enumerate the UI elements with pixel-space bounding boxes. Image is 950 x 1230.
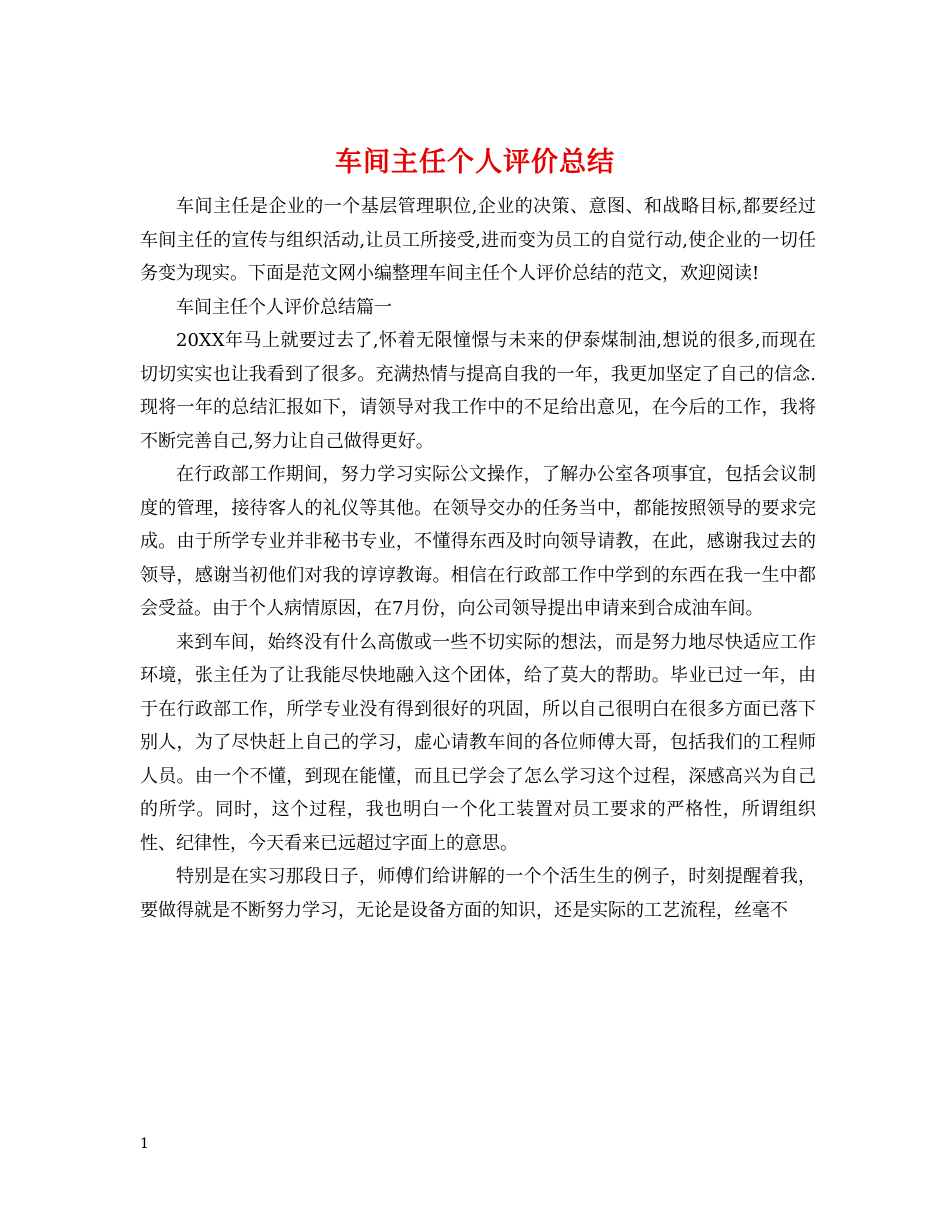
document-body — [140, 190, 816, 927]
intro-paragraph: 车间主任是企业的一个基层管理职位,企业的决策、意图、和战略目标,都要经过车间主任的宣传与组织活动,让员工所接受,进而变为员工的自觉行动,使企业的一切任务变为现实。下面是范文网小编整理车间主任个人评价总结的范文，欢迎阅读! — [140, 196, 816, 284]
body-paragraph: 来到车间，始终没有什么高傲或一些不切实际的想法，而是努力地尽快适应工作环境，张主任为了让我能尽快地融入这个团体，给了莫大的帮助。毕业已过一年，由于在行政部工作，所学专业没有得到很好的巩固，所以自己很明白在很多方面已落下别人，为了尽快赶上自己的学习，虚心请教车间的各位师傅大哥，包括我们的工程师人员。由一个不懂，到现在能懂，而且已学会了怎么学习这个过程，深感高兴为自己的所学。同时，这个过程，我也明白一个化工装置对员工要求的严格性，所谓组织性、纪律性，今天看来已远超过字面上的意思。 — [140, 631, 816, 854]
section-heading: 车间主任个人评价总结篇一 — [176, 296, 392, 318]
document-title: 车间主任个人评价总结 — [335, 147, 615, 178]
body-paragraph: 在行政部工作期间，努力学习实际公文操作，了解办公室各项事宜，包括会议制度的管理，接待客人的礼仪等其他。在领导交办的任务当中，都能按照领导的要求完成。由于所学专业并非秘书专业，不懂得东西及时向领导请教，在此，感谢我过去的领导，感谢当初他们对我的谆谆教诲。相信在行政部工作中学到的东西在我一生中都会受益。由于个人病情原因，在7月份，向公司领导提出申请来到合成油车间。 — [140, 464, 816, 619]
body-paragraph: 20XX年马上就要过去了,怀着无限憧憬与未来的伊泰煤制油,想说的很多,而现在切切实实也让我看到了很多。充满热情与提高自我的一年，我更加坚定了自己的信念.现将一年的总结汇报如下，请领导对我工作中的不足给出意见，在今后的工作，我将不断完善自己,努力让自己做得更好。 — [140, 330, 816, 452]
body-paragraph: 特别是在实习那段日子，师傅们给讲解的一个个活生生的例子，时刻提醒着我，要做得就是不断努力学习，无论是设备方面的知识，还是实际的工艺流程，丝毫不 — [140, 866, 816, 921]
page-number: 1 — [140, 1136, 149, 1152]
